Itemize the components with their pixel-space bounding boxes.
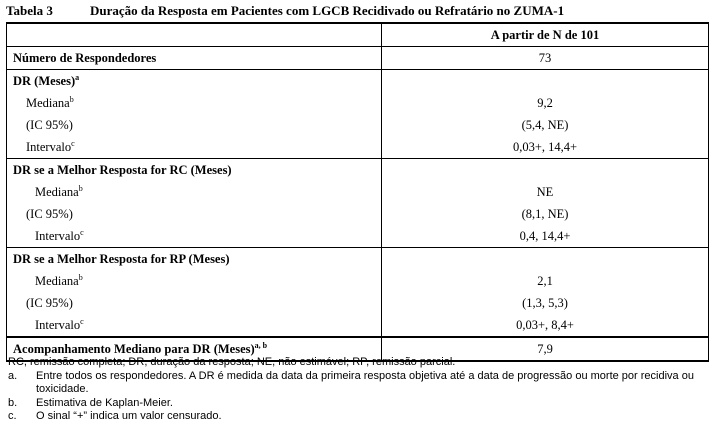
footnote-c [8,410,708,424]
footnote-key: c. [8,410,17,422]
section-header-row [7,70,709,93]
row-label: Mediana$^b$ [7,181,382,203]
row-value: 0,4, 14,4+ [382,225,709,248]
row-value: (5,4, NE) [382,114,709,136]
row-value: 9,2 [382,92,709,114]
table-row [7,314,709,337]
table-caption: Duração da Resposta em Pacientes com LGCB Recidivado ou Refratário no ZUMA-1 [90,3,565,18]
table-row [7,181,709,203]
table-title [6,2,711,20]
section-empty-cell [382,159,709,182]
table-row [7,203,709,225]
footnote-text: Entre todos os respondedores. A DR é medida da data da primeira resposta objetiva até a data de progressão ou morte por recidiva ou toxicidade. [36,369,694,395]
row-value: (8,1, NE) [382,203,709,225]
section-header-row [7,248,709,271]
table-row [7,292,709,314]
footnote-a [8,370,708,397]
section-label-sup: a [75,72,80,82]
table-row [7,92,709,114]
section-header-row [7,159,709,182]
section-label: DR se a Melhor Resposta for RP (Meses) [7,248,382,271]
section-empty-cell [382,248,709,271]
section-empty-cell [382,70,709,93]
responders-row [7,47,709,70]
responders-value: 73 [382,47,709,70]
response-duration-table [6,22,709,362]
table-row [7,114,709,136]
header-empty-cell [7,23,382,47]
section-label: DR (Meses)$^a$ [7,70,382,93]
table-row [7,270,709,292]
footnotes [8,356,708,424]
row-value: (1,3, 5,3) [382,292,709,314]
header-row [7,23,709,47]
row-label: (IC 95%) [7,114,382,136]
footnote-key: b. [8,396,18,409]
abbreviations-note: RC, remissão completa; DR, duração da resposta; NE, não estimável; RP, remissão parcial. [8,356,456,368]
row-label: Intervalo$^c$ [7,314,382,337]
row-label: Mediana$^b$ [7,270,382,292]
table-row [7,225,709,248]
column-header: A partir de N de 101 [382,23,709,47]
row-label: Intervalo$^c$ [7,136,382,159]
followup-label: Acompanhamento Mediano para DR (Meses)$^{a, b}$ [7,337,382,361]
followup-value: 7,9 [382,337,709,361]
row-value: NE [382,181,709,203]
row-label: Mediana$^b$ [7,92,382,114]
row-value: 0,03+, 8,4+ [382,314,709,337]
row-value: 2,1 [382,270,709,292]
footnote-text: Estimativa de Kaplan-Meier. [36,396,173,409]
section-label: DR se a Melhor Resposta for RC (Meses) [7,159,382,182]
row-value: 0,03+, 14,4+ [382,136,709,159]
row-label: (IC 95%) [7,292,382,314]
footnote-b [8,397,708,411]
footnote-key: a. [8,369,18,382]
footnote-text: O sinal “+” indica um valor censurado. [36,410,222,422]
table-row [7,136,709,159]
row-label: (IC 95%) [7,203,382,225]
table-number: Tabela 3 [6,3,53,18]
row-label: Intervalo$^c$ [7,225,382,248]
responders-label: Número de Respondedores [7,47,382,70]
